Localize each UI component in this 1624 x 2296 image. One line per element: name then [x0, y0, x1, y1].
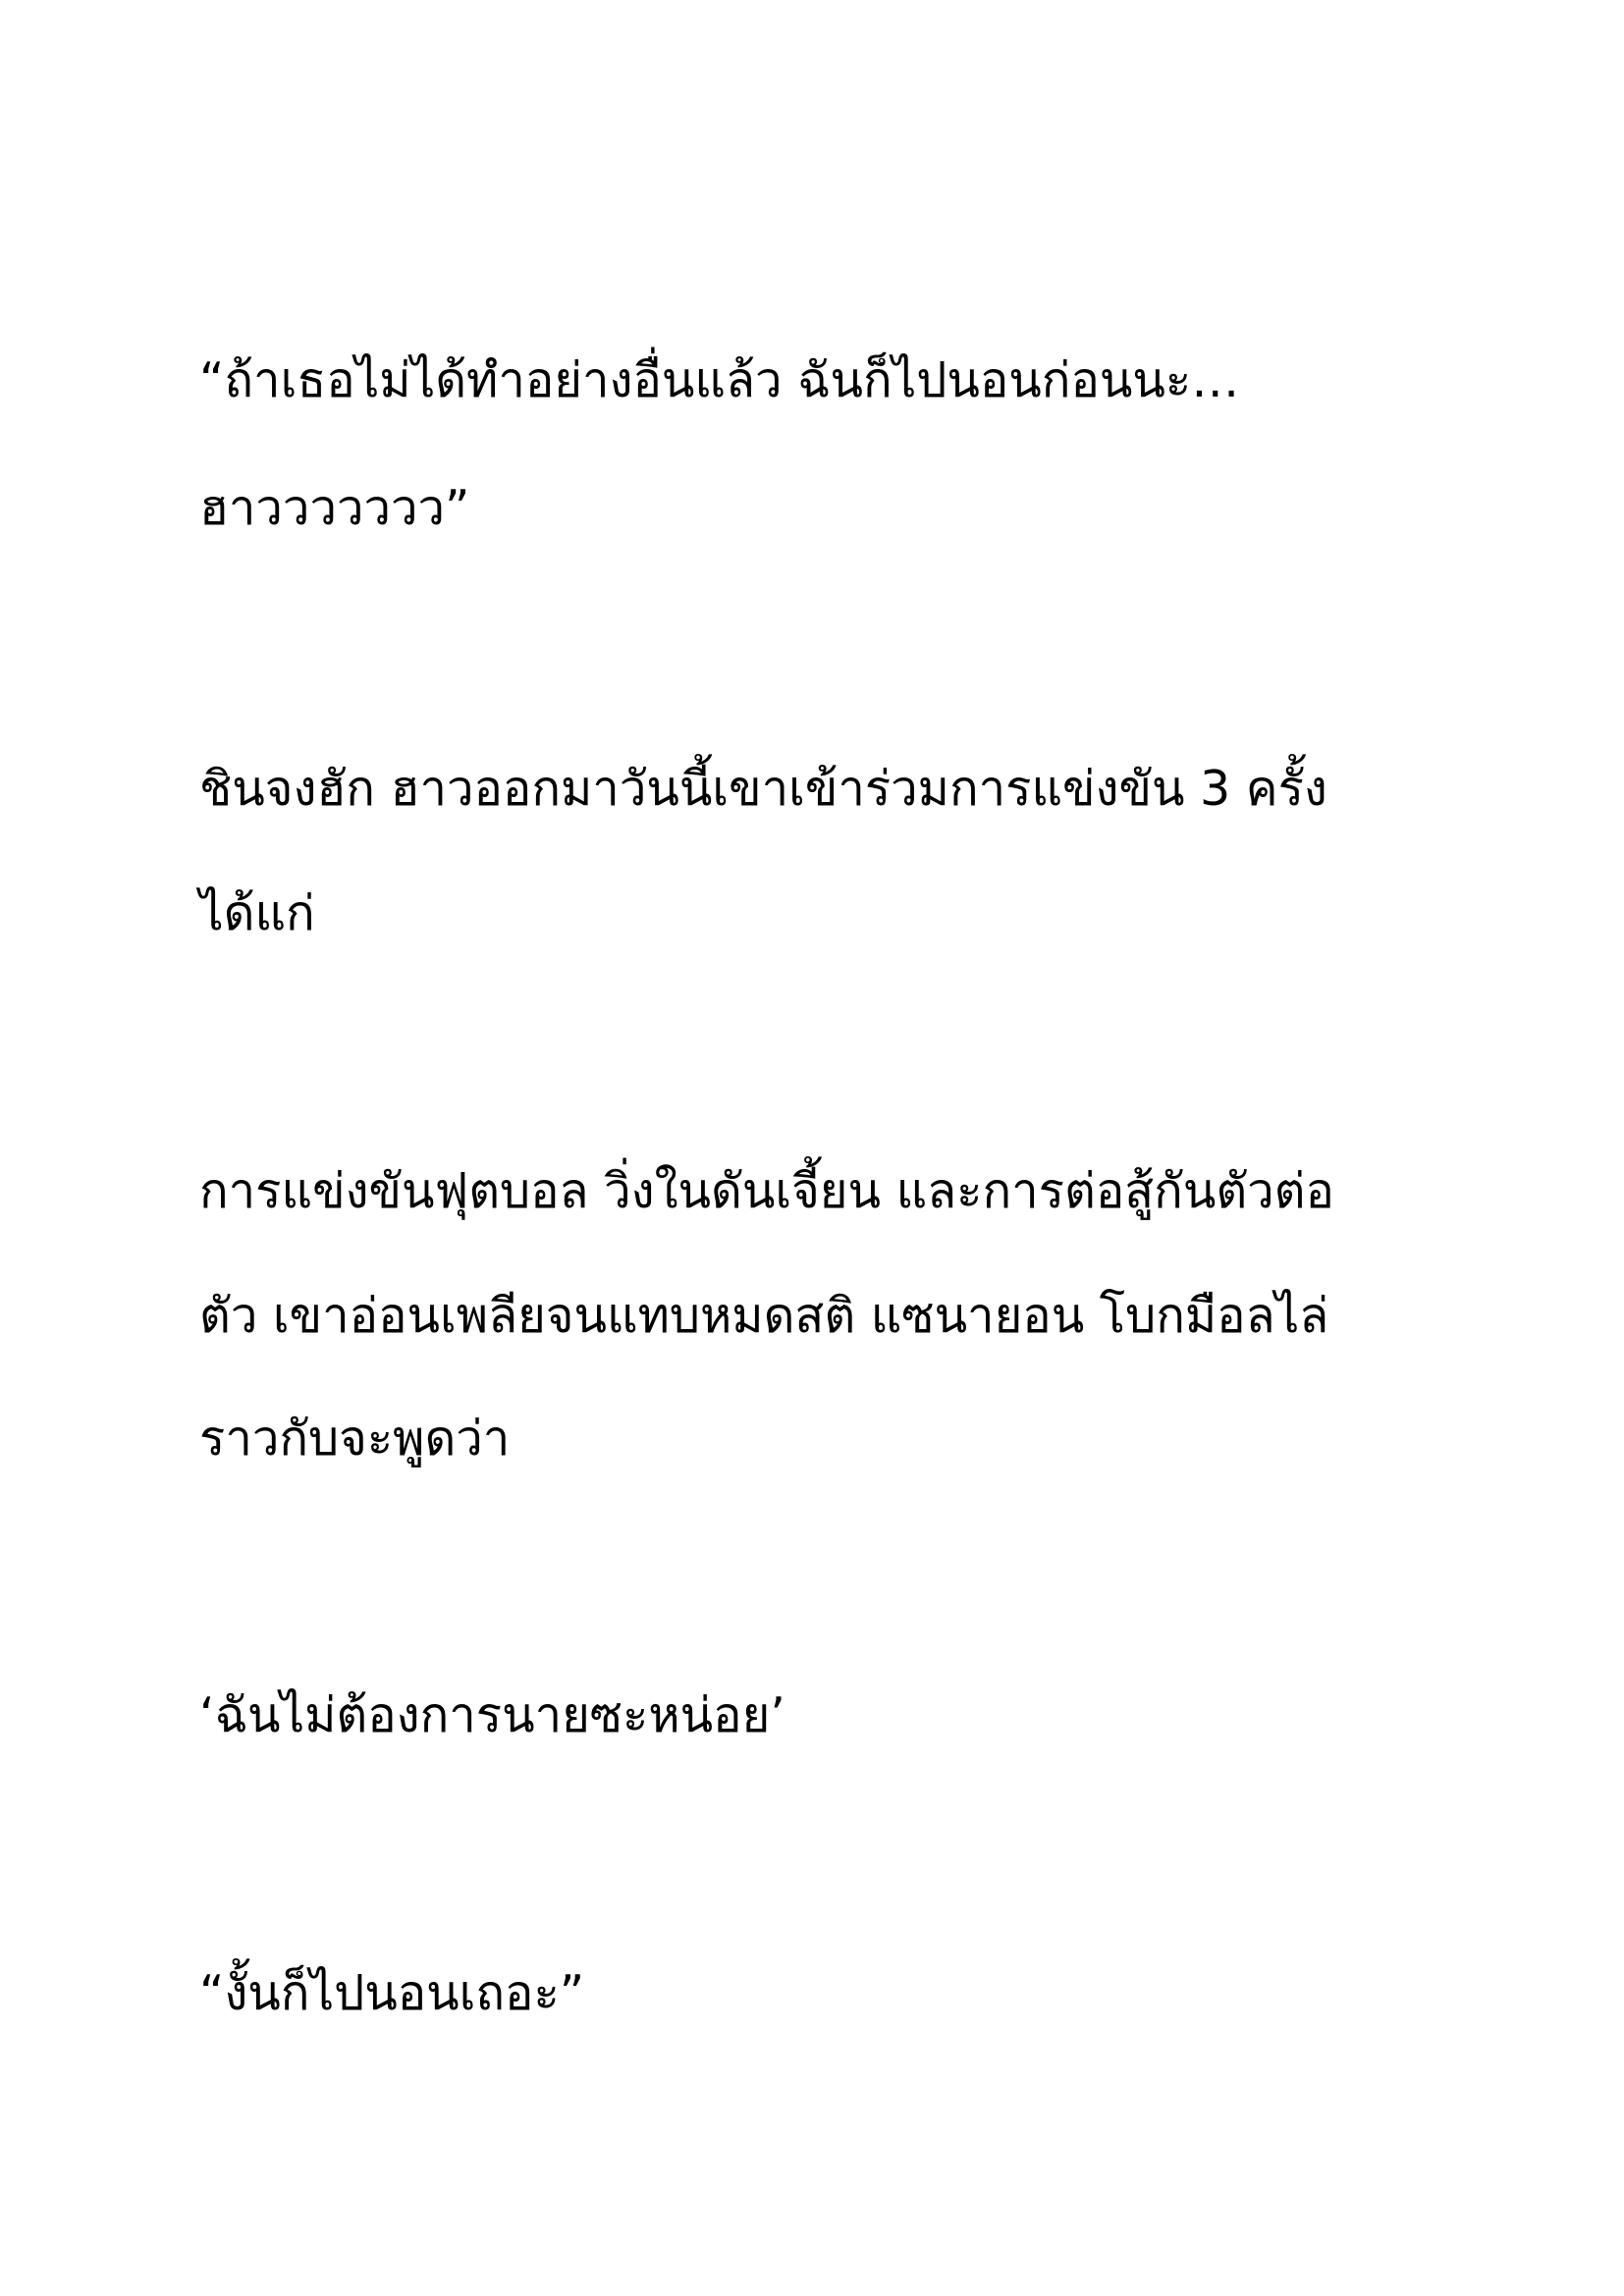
paragraph-line: “ถ้าเธอไม่ได้ทำอย่างอื่นแล้ว ฉันก็ไปนอนก่อนนะ… — [199, 352, 1240, 408]
paragraph-line: ได้แก่ — [199, 885, 315, 941]
paragraph-line: ชินจงฮัก ฮาวออกมาวันนี้เขาเข้าร่วมการแข่งขัน 3 ครั้ง — [199, 761, 1327, 817]
paragraph-line: ‘ฉันไม่ต้องการนายซะหน่อย’ — [199, 1687, 785, 1743]
paragraph-line: ตัว เขาอ่อนเพลียจนแทบหมดสติ แซนายอน โบกมือลไล่ — [199, 1288, 1329, 1344]
paragraph-line: การแข่งขันฟุตบอล วิ่งในดันเจี้ยน และการต่อสู้กันตัวต่อ — [199, 1163, 1334, 1219]
paragraph-line: “งั้นก็ไปนอนเถอะ” — [199, 1965, 585, 2021]
paragraph-line: ฮาววววววว” — [199, 480, 470, 536]
paragraph-line: ราวกับจะพูดว่า — [199, 1411, 511, 1467]
